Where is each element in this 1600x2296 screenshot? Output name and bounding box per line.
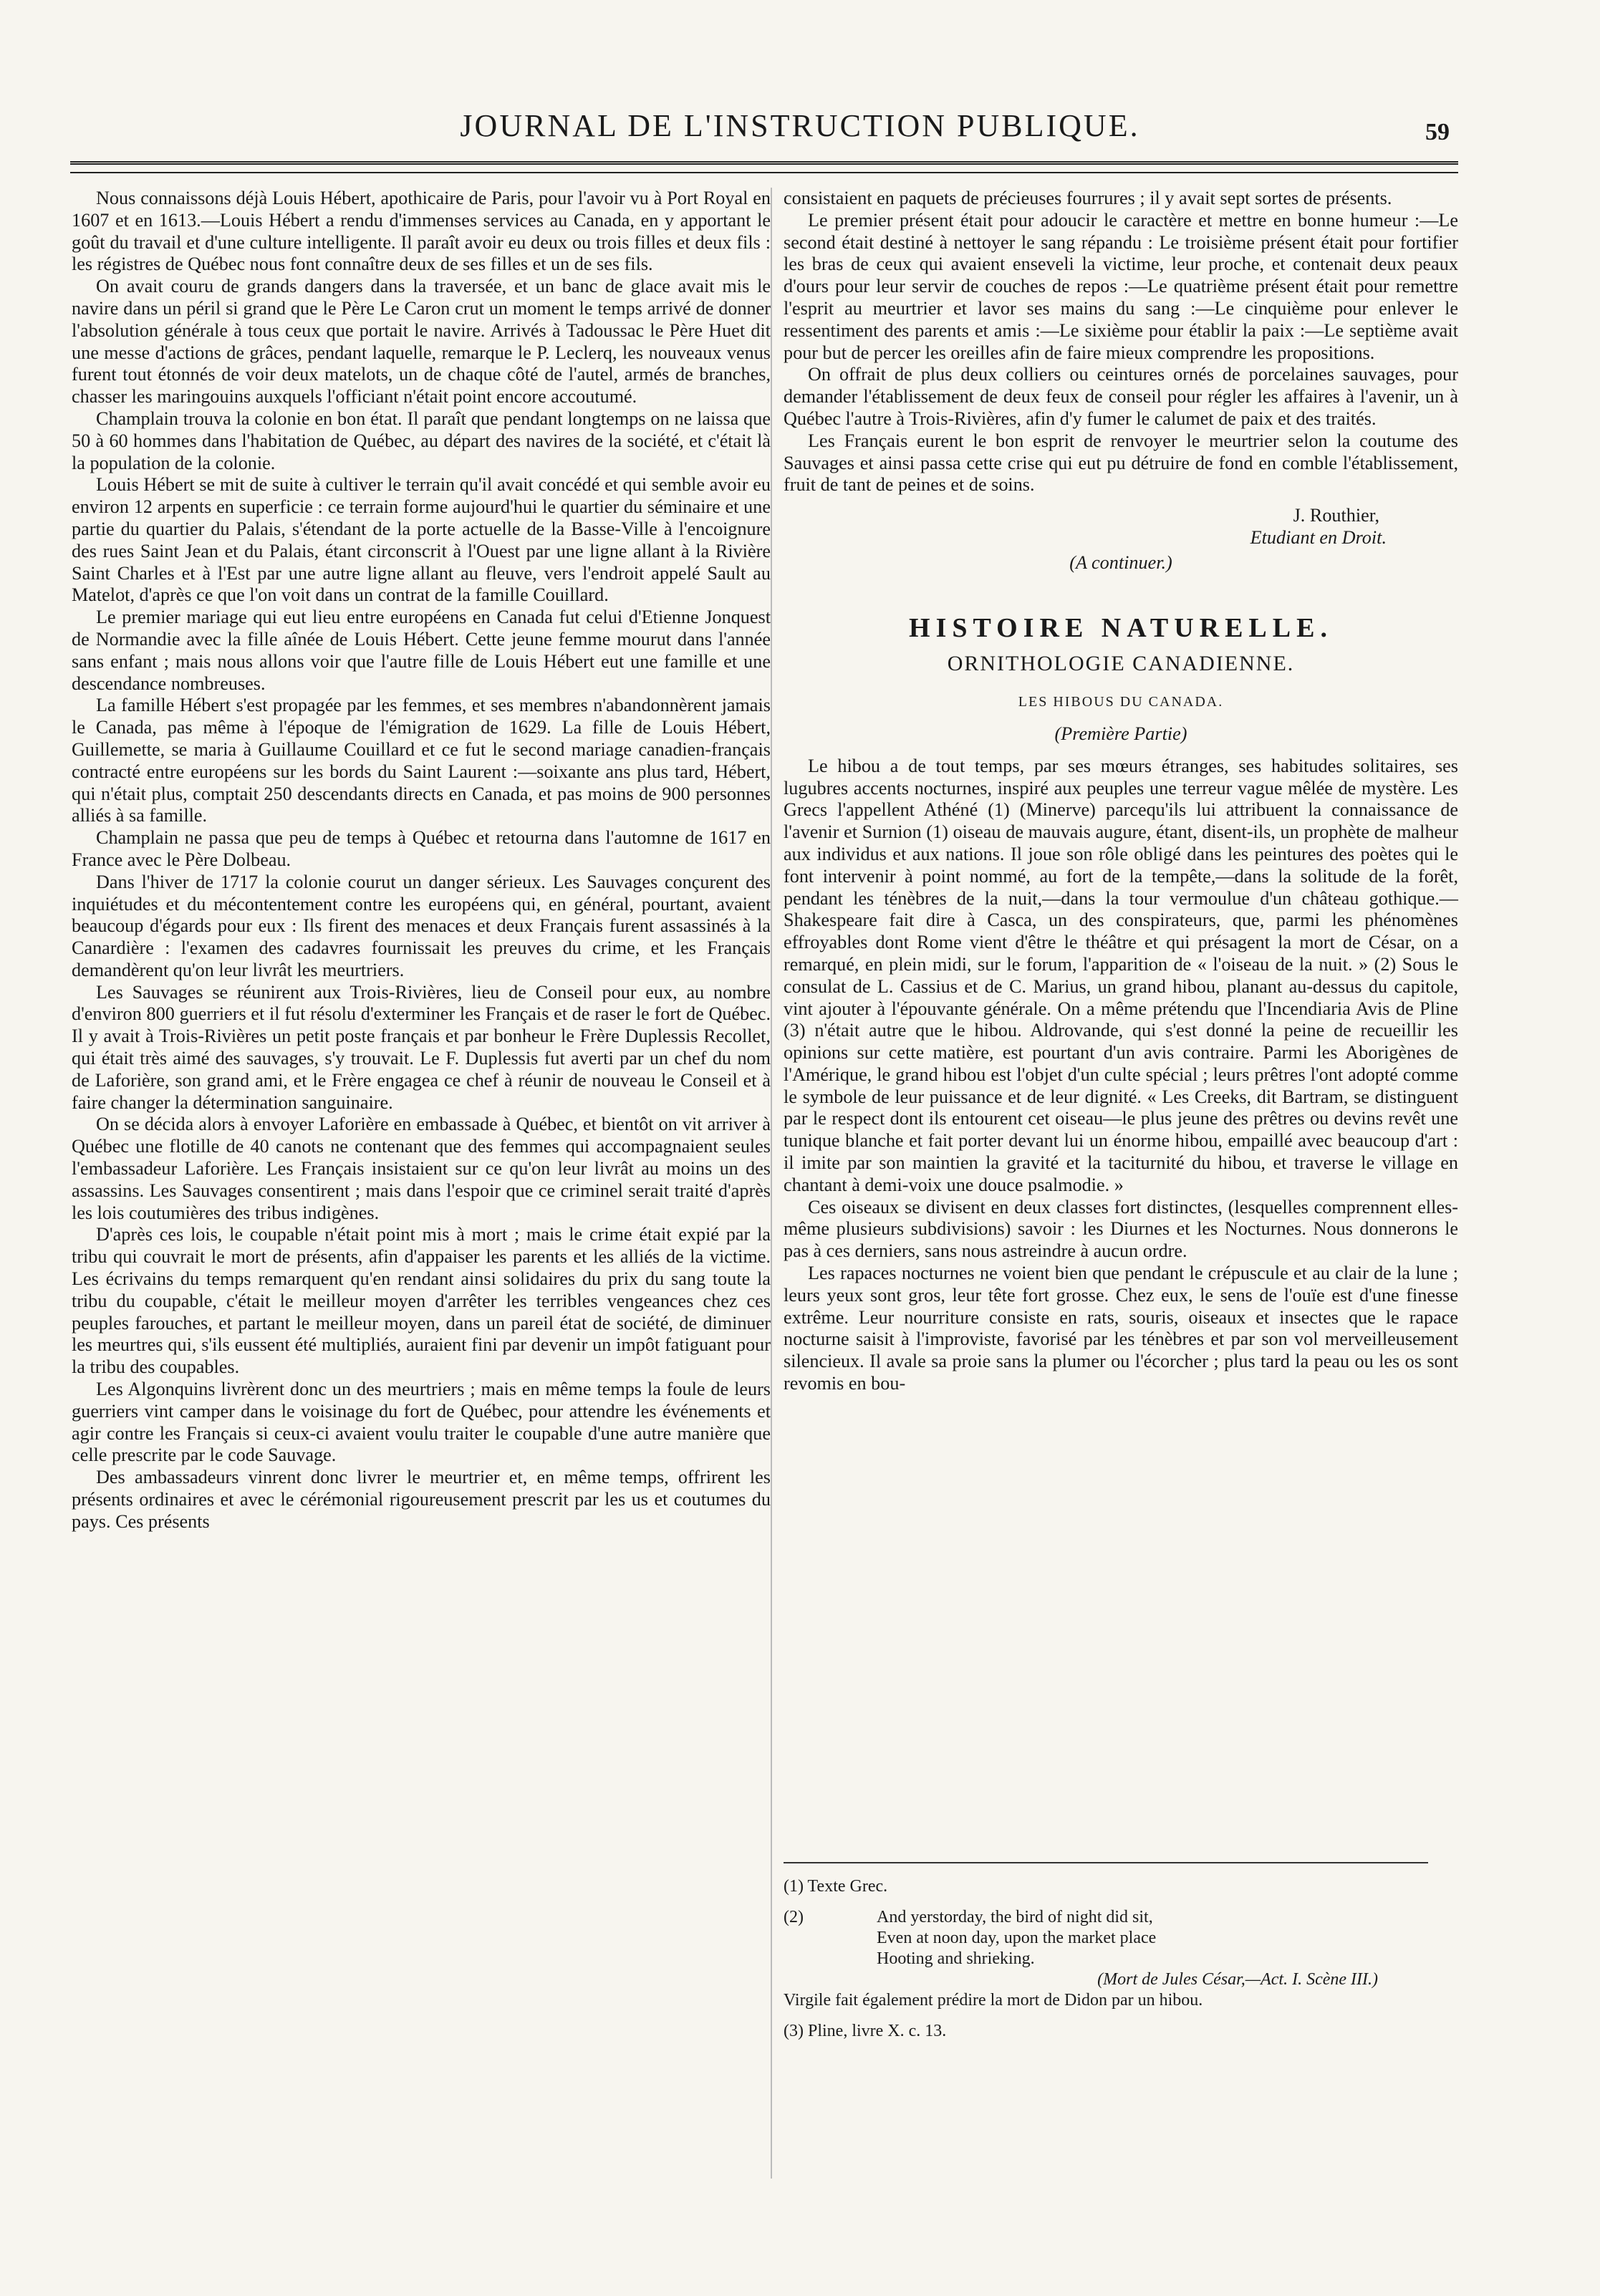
paragraph: Ces oiseaux se divisent en deux classes fort distinctes, (lesquelles comprennent elles-même plusieurs subdivisions) savoir : les Diurnes et les Nocturnes. Nous donnerons le pas à ces derniers, sans nous astreindre à aucun ordre.	[784, 1196, 1458, 1262]
paragraph: Les Algonquins livrèrent donc un des meurtriers ; mais en même temps la foule de leurs guerriers vint camper dans le voisinage du fort de Québec, pour attendre les événements et agir contre les Français si ceux-ci avaient voulu traiter le coupable d'une autre manière que celle prescrite par le code Sauvage.	[72, 1379, 771, 1466]
header-rule	[70, 172, 1458, 173]
paragraph: Le hibou a de tout temps, par ses mœurs étranges, ses habitudes solitaires, ses lugubres accents nocturnes, inspiré aux peuples une terreur vague mêlée de mystère. Les Grecs l'appellent Athéné (1) (Minerve) parcequ'ils lui attribuent la connaissance de l'avenir et Surnion (1) oiseau de mauvais augure, étant, disent-ils, un prophète de malheur aux individus et aux nations. Il joue son rôle obligé dans les peintures des poètes qui le font intervenir à point nommé, au fort de la tempête,—dans la solitude de la forêt, pendant les ténèbres de la nuit,—dans la tour vermoulue d'un château gothique.—Shakespeare fait dire à Casca, un des conspirateurs, que, parmi les phénomènes effroyables dont Rome vient d'être le théâtre et qui présagent la mort de César, on a remarqué, en plein midi, sur le forum, l'apparition de « l'oiseau de la nuit. » (2) Sous le consulat de L. Cassius et de C. Marius, un grand hibou, planant au-dessus du capitole, vint ajouter à l'épouvante générale. On a même prétendu que l'Incendiaria Avis de Pline (3) n'était autre que le hibou. Aldrovande, qui s'est donné la peine de recueillir les opinions sur cette matière, est pourtant d'un avis contraire. Parmi les Aborigènes de l'Amérique, le grand hibou est l'objet d'un culte spécial ; leurs prêtres l'ont adopté comme le symbole de leur puissance et de leur dignité. « Les Creeks, dit Bartram, se distinguent par le respect dont ils entourent cet oiseau—le plus jeune des prêtres ou devins revêt une tunique blanche et fait porter devant lui un énorme hibou, empaillé avec beaucoup d'art : il imite par son maintien la gravité et la taciturnité du hibou, et traverse le village en chantant à demi-voix une douce psalmodie. »	[784, 755, 1458, 1195]
paragraph: On offrait de plus deux colliers ou ceintures ornés de porcelaines sauvages, pour demander l'établissement de deux feux de conseil pour régler les affaires à l'avenir, un à Québec l'autre à Trois-Rivières, afin d'y fumer le calumet de paix et des traités.	[784, 364, 1458, 429]
article-title: ORNITHOLOGIE CANADIENNE.	[947, 652, 1295, 676]
footnote-2-marker: (2)	[784, 1908, 804, 1926]
paragraph: Louis Hébert se mit de suite à cultiver le terrain qu'il avait concédé et qui semble avoir eu environ 12 arpents en superficie : ce terrain forme aujourd'hui le quartier du séminaire et une partie du quartier du Palais, s'étendant de la porte actuelle de la Basse-Ville à l'encoignure des rues Saint Jean et du Palais, étant circonscrit à l'Ouest par une ligne allant à la Rivière Saint Charles et à l'Est par une autre ligne allant au fleuve, vers l'endroit appelé Sault au Matelot, d'après ce que l'on voit dans un contrat de la famille Couillard.	[72, 474, 771, 606]
paragraph: Champlain trouva la colonie en bon état. Il paraît que pendant longtemps on ne laissa que 50 à 60 hommes dans l'habitation de Québec, au départ des navires de la société, et c'était là la population de la colonie.	[72, 407, 771, 473]
paragraph: Le premier présent était pour adoucir le caractère et mettre en bonne humeur :—Le second était destiné à nettoyer le sang répandu : Le troisième présent était pour fortifier les bras de ceux qui avaient enseveli la victime, leur proche, et contenait deux peaux d'ours pour leur servir de couches de repos :—Le quatrième présent était pour remettre l'esprit au meurtrier et lavor ses mains du sang :—Le cinquième pour enlever le ressentiment des parents et amis :—Le sixième pour établir la paix :—Le septième avait pour but de percer les oreilles afin de faire mieux comprendre les propositions.	[784, 209, 1458, 363]
left-column	[72, 188, 771, 1533]
footnote-1: (1) Texte Grec.	[784, 1877, 888, 1896]
paragraph: Nous connaissons déjà Louis Hébert, apothicaire de Paris, pour l'avoir vu à Port Royal en 1607 et en 1613.—Louis Hébert a rendu d'immenses services au Canada, en y apportant le goût du travail et d'une culture intelligente. Il paraît avoir eu deux ou trois filles et deux fils : les régistres de Québec nous font connaître deux de ses filles et un de ses fils.	[72, 188, 771, 275]
paragraph: Les Sauvages se réunirent aux Trois-Rivières, lieu de Conseil pour eux, au nombre d'environ 800 guerriers et il fut résolu d'exterminer les Français et de raser le fort de Québec. Il y avait à Trois-Rivières un petit poste français et par bonheur le Frère Duplessis Recollet, qui était très aimé des sauvages, s'y trouvait. Le F. Duplessis fut averti par un chef du nom de Laforière, son grand ami, et le Frère engagea ce chef à réunir de nouveau le Conseil et à faire changer la détermination sanguinaire.	[72, 981, 771, 1113]
paragraph: Les rapaces nocturnes ne voient bien que pendant le crépuscule et au clair de la lune ; leurs yeux sont gros, leur tête fort grosse. Chez eux, le sens de l'ouïe est d'une finesse extrême. Leur nourriture consiste en rats, souris, oiseaux et insectes que le rapace nocturne saisit à l'improviste, favorisé par les ténèbres et par son vol merveilleusement silencieux. Il avale sa proie sans la plumer ou l'écorcher ; plus tard la peau ou les os sont revomis en bou-	[784, 1263, 1458, 1394]
running-title: JOURNAL DE L'INSTRUCTION PUBLIQUE.	[460, 108, 1140, 143]
footnote-2	[784, 1907, 1457, 2011]
footnote-2-line: Hooting and shrieking.	[877, 1949, 1035, 1968]
paragraph: D'après ces lois, le coupable n'était point mis à mort ; mais le crime était expié par la tribu qui couvrait le mort de présents, afin d'appaiser les parents et les alliés de la victime. Les écrivains du temps remarquent qu'en rendant ainsi solidaires du prix du sang toute la tribu du coupable, c'était le meilleur moyen d'arrêter les terribles vengeances chez ces peuples farouches, et partant le meilleur moyen, dans un pareil état de société, de diminuer les meurtres qui, s'ils eussent été multipliés, auraient fini par devenir un impôt fatiguant pour la tribu des coupables.	[72, 1224, 771, 1378]
page-header	[0, 107, 1600, 158]
paragraph: consistaient en paquets de précieuses fourrures ; il y avait sept sortes de présents.	[784, 188, 1392, 208]
footnote-3: (3) Pline, livre X. c. 13.	[784, 2022, 947, 2040]
footnotes	[784, 1862, 1457, 2052]
author-signature: J. Routhier,	[1293, 505, 1379, 526]
paragraph: On se décida alors à envoyer Laforière en embassade à Québec, et bientôt on vit arriver à Québec une flotille de 40 canots ne contenant que des femmes qui accompagnaient seules l'embassadeur Laforière. Les Français insistaient sur ce qu'on leur livrât au moins un des assassins. Les Sauvages consentirent ; mais dans l'espoir que ce criminel serait traité d'après les lois coutumières des tribus indigènes.	[72, 1114, 771, 1223]
part-label: (Première Partie)	[1054, 723, 1187, 744]
author-title: Etudiant en Droit.	[1250, 526, 1387, 548]
section-title: HISTOIRE NATURELLE.	[909, 612, 1333, 643]
header-double-rule	[70, 161, 1458, 170]
footnote-2-line: And yerstorday, the bird of night did sit,	[877, 1908, 1153, 1926]
paragraph: Le premier mariage qui eut lieu entre européens en Canada fut celui d'Etienne Jonquest de Normandie avec la fille aînée de Louis Hébert. Cette jeune femme mourut dans l'année sans enfant ; mais nous allons voir que l'autre fille de Louis Hébert eut une famille et une descendance nombreuses.	[72, 607, 771, 694]
footnote-2-line: Even at noon day, upon the market place	[877, 1929, 1157, 1947]
right-column	[768, 188, 1458, 1395]
page-number: 59	[1425, 119, 1450, 145]
footnote-2-note: Virgile fait également prédire la mort de Didon par un hibou.	[784, 1991, 1203, 2010]
article-subtitle: LES HIBOUS DU CANADA.	[1018, 694, 1224, 710]
paragraph: Les Français eurent le bon esprit de renvoyer le meurtrier selon la coutume des Sauvages et ainsi passa cette crise qui eut pu détruire de fond en comble l'établissement, fruit de tant de peines et de soins.	[784, 430, 1458, 496]
paragraph: Dans l'hiver de 1717 la colonie courut un danger sérieux. Les Sauvages conçurent des inquiétudes et du mécontentement contre les européens qui, en général, pourtant, avaient beaucoup d'égards pour eux : Ils firent des menaces et deux Français furent assassinés à la Canardière : l'examen des cadavres fournissait les preuves du crime, et les Français demandèrent qu'on leur livrât les meurtriers.	[72, 871, 771, 980]
paragraph: Des ambassadeurs vinrent donc livrer le meurtrier et, en même temps, offrirent les présents ordinaires et avec le cérémonial rigoureusement prescrit par les us et coutumes du pays. Ces présents	[72, 1467, 771, 1532]
paragraph: Champlain ne passa que peu de temps à Québec et retourna dans l'automne de 1617 en France avec le Père Dolbeau.	[72, 827, 771, 870]
footnote-2-citation: (Mort de Jules César,—Act. I. Scène III.)	[1097, 1970, 1378, 1989]
to-be-continued: (A continuer.)	[1069, 551, 1172, 573]
footnote-rule	[784, 1862, 1428, 1863]
paragraph: On avait couru de grands dangers dans la traversée, et un banc de glace avait mis le navire dans un péril si grand que le Père Le Caron crut un moment le temps arrivé de donner l'absolution générale à tous ceux que portait le navire. Arrivés à Tadoussac le Père Huet dit une messe d'actions de grâces, pendant laquelle, remarque le P. Leclerq, les nouveaux venus furent tout étonnés de voir deux matelots, un de chaque côté de l'autel, armés de branches, chasser les maringouins auxquels l'officiant n'était point encore accoutumé.	[72, 276, 771, 407]
paragraph: La famille Hébert s'est propagée par les femmes, et ses membres n'abandonnèrent jamais le Canada, pas même à l'époque de l'émigration de 1629. La fille de Louis Hébert, Guillemette, se maria à Guillaume Couillard et ce fut le second mariage canadien-français contracté entre européens sur les bords du Saint Laurent :—soixante ans plus tard, Hébert, qui n'était plus, comptait 250 descendants directs en Canada, et pas moins de 900 personnes alliés à sa famille.	[72, 695, 771, 826]
